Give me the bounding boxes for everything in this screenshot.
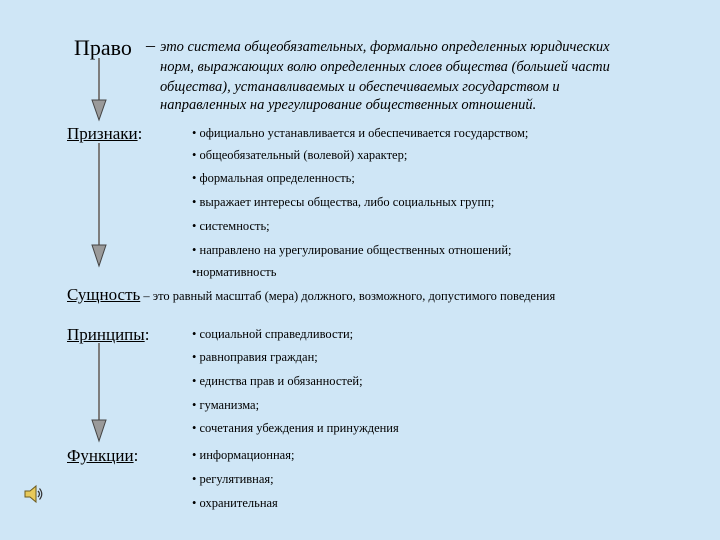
definition-line-1: это система общеобязательных, формально определенных юридических [160,39,610,55]
arrow-right-to-signs [92,58,106,120]
definition-line-2: норм, выражающих волю определенных слоев общества (большей части [160,59,610,75]
functions-item-1: • информационная; [192,448,295,462]
functions-heading-text: Функции [67,446,134,465]
right-title: Право [74,35,132,60]
signs-item-3: • формальная определенность; [192,171,355,185]
signs-item-1: • официально устанавливается и обеспечивается государством; [192,126,529,140]
signs-heading [67,124,142,144]
signs-item-5: • системность; [192,219,270,233]
speaker-icon[interactable] [22,483,44,505]
definition-line-3: общества), устанавливаемых и обеспечиваемых государством и [160,79,560,95]
essence-row [67,285,555,305]
signs-item-6: • направлено на урегулирование общественных отношений; [192,243,512,257]
principles-heading-colon: : [144,325,150,344]
essence-text: – это равный масштаб (мера) должного, возможного, допустимого поведения [140,289,556,303]
essence-heading: Сущность [67,285,141,304]
principles-item-5: • сочетания убеждения и принуждения [192,421,399,435]
principles-item-4: • гуманизма; [192,398,260,412]
functions-item-2: • регулятивная; [192,472,274,486]
functions-heading [67,446,138,466]
principles-item-1: • социальной справедливости; [192,327,354,341]
signs-item-7: •нормативность [192,265,277,279]
signs-heading-text: Признаки [67,124,138,143]
principles-heading [67,325,149,345]
signs-heading-colon: : [137,124,143,143]
principles-item-2: • равноправия граждан; [192,350,318,364]
title-dash: – [146,35,155,55]
arrow-principles-to-functions [92,343,106,441]
functions-item-3: • охранительная [192,496,278,510]
definition-line-4: направленных на урегулирование общественных отношений. [160,97,537,113]
functions-heading-colon: : [133,446,139,465]
arrow-signs-to-essence [92,143,106,266]
signs-item-4: • выражает интересы общества, либо социальных групп; [192,195,495,209]
principles-heading-text: Принципы [67,325,145,344]
signs-item-2: • общеобязательный (волевой) характер; [192,148,408,162]
principles-item-3: • единства прав и обязанностей; [192,374,363,388]
